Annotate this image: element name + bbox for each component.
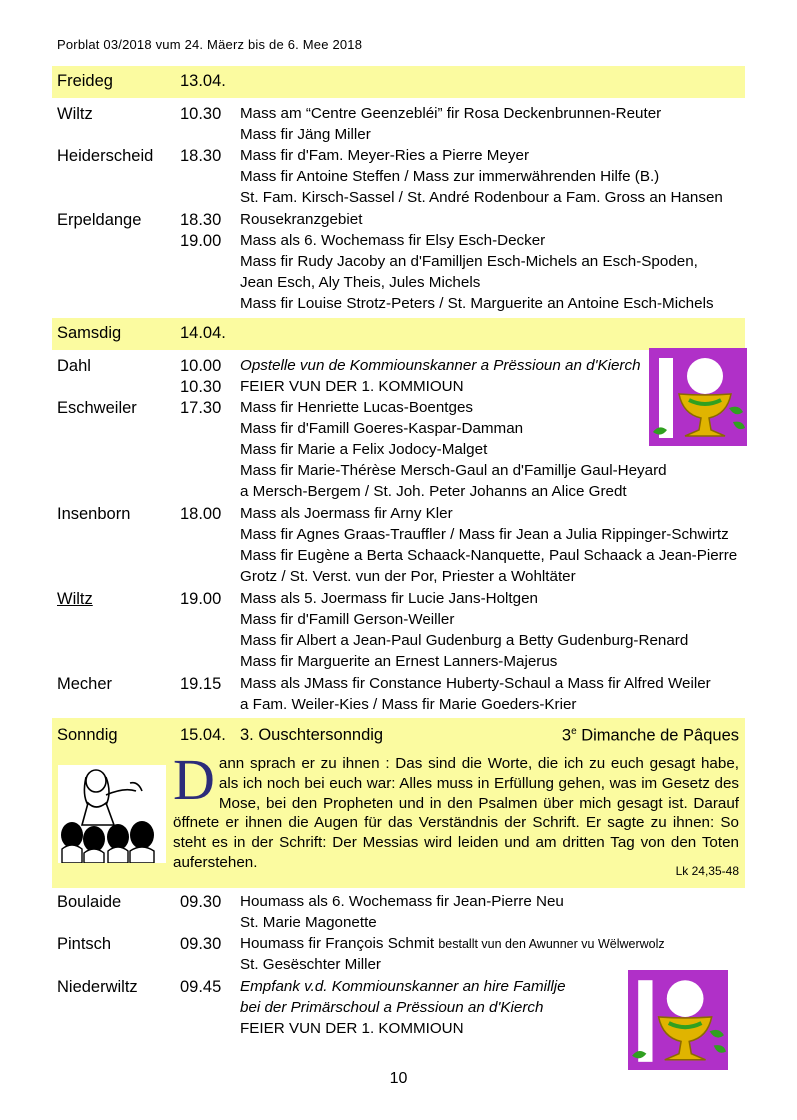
mass-line: FEIER VUN DER 1. KOMMIOUN <box>240 1020 464 1037</box>
mass-line: Jean Esch, Aly Theis, Jules Michels <box>240 274 481 291</box>
mass-line: Mass fir Marguerite an Ernest Lanners-Majerus <box>240 653 558 670</box>
dropcap: D <box>173 747 215 812</box>
place-wiltz: Wiltz <box>57 590 93 608</box>
mass-time: 19.00 <box>180 590 222 608</box>
place-boulaide: Boulaide <box>57 893 122 911</box>
mass-line: bei der Primärschoul a Prëssioun an d'Kierch <box>240 999 544 1016</box>
day-date: 13.04. <box>180 72 226 90</box>
mass-line: Houmass als 6. Wochemass fir Jean-Pierre Neu <box>240 893 564 910</box>
mass-line: Mass fir Agnes Graas-Trauffler / Mass fir Jean a Julia Rippinger-Schwirtz <box>240 526 729 543</box>
gospel-reference: Lk 24,35-48 <box>675 864 739 878</box>
mass-line: St. Fam. Kirsch-Sassel / St. André Rodenbour a Fam. Gross an Hansen <box>240 189 723 206</box>
place-niederwiltz: Niederwiltz <box>57 978 138 996</box>
mass-line: Mass fir d'Famill Goeres-Kaspar-Damman <box>240 420 524 437</box>
mass-line: Mass fir Rudy Jacoby an d'Familljen Esch-Michels an Esch-Spoden, <box>240 253 698 270</box>
sunday-title-fr: 3e Dimanche de Pâques <box>561 726 739 745</box>
mass-line: Mass als 6. Wochemass fir Elsy Esch-Decker <box>240 232 546 249</box>
place-pintsch: Pintsch <box>57 935 112 953</box>
mass-time: 09.30 <box>180 893 222 911</box>
mass-line: Opstelle vun de Kommiounskanner a Prëssioun an d'Kierch <box>240 357 641 374</box>
mass-time: 10.30 <box>180 105 222 123</box>
mass-time: 18.00 <box>180 505 222 523</box>
mass-time: 10.00 <box>180 357 222 375</box>
mass-time: 18.30 <box>180 211 222 229</box>
place-wiltz: Wiltz <box>57 105 93 123</box>
day-name: Freideg <box>57 72 113 90</box>
day-bar-saturday <box>52 318 745 350</box>
place-insenborn: Insenborn <box>57 505 131 523</box>
mass-line: Mass fir d'Famill Gerson-Weiller <box>240 611 455 628</box>
mass-time: 18.30 <box>180 147 222 165</box>
page-header: Porblat 03/2018 vum 24. Mäerz bis de 6. Mee 2018 <box>57 37 363 52</box>
mass-line: Mass fir Antoine Steffen / Mass zur immerwährenden Hilfe (B.) <box>240 168 660 185</box>
mass-line: Mass fir Albert a Jean-Paul Gudenburg a Betty Gudenburg-Renard <box>240 632 689 649</box>
mass-time: 10.30 <box>180 378 222 396</box>
mass-time: 17.30 <box>180 399 222 417</box>
mass-line: Mass als Joermass fir Arny Kler <box>240 505 453 522</box>
mass-line: a Mersch-Bergem / St. Joh. Peter Johanns an Alice Gredt <box>240 483 627 500</box>
sunday-title: 3. Ouschtersonndig <box>240 726 384 744</box>
mass-line: Mass fir Eugène a Berta Schaack-Nanquette, Paul Schaack a Jean-Pierre <box>240 547 738 564</box>
mass-line: Mass fir Louise Strotz-Peters / St. Marguerite an Antoine Esch-Michels <box>240 295 714 312</box>
mass-line: Grotz / St. Verst. vun der Por, Priester a Wohltäter <box>240 568 576 585</box>
mass-line: Houmass fir François Schmit bestallt vun den Awunner vu Wëlwerwolz <box>240 935 665 952</box>
mass-line: Mass fir d'Fam. Meyer-Ries a Pierre Meyer <box>240 147 529 164</box>
mass-line: Mass fir Marie-Thérèse Mersch-Gaul an d'Famillje Gaul-Heyard <box>240 462 667 479</box>
mass-time: 19.15 <box>180 675 222 693</box>
page-number: 10 <box>389 1070 408 1087</box>
mass-line: Mass als JMass fir Constance Huberty-Schaul a Mass fir Alfred Weiler <box>240 675 711 692</box>
mass-line: Mass fir Jäng Miller <box>240 126 371 143</box>
chalice-host-icon <box>649 348 747 446</box>
mass-line: a Fam. Weiler-Kies / Mass fir Marie Goeders-Krier <box>240 696 577 713</box>
mass-line: Mass fir Marie a Felix Jodocy-Malget <box>240 441 488 458</box>
gospel-text: Dann sprach er zu ihnen : Das sind die Worte, die ich zu euch gesagt habe, als ich noch bei euch war: Alles muss in Erfüllung gehen, was im Gesetz des Mose, bei den Propheten und in den Psalmen über mich gesagt ist. Darauf öffnete er ihnen die Augen für das Verständnis der Schrift. Er sagte zu ihnen: So steht es in der Schrift: Der Messias wird leiden und am dritten Tag von den Toten auferstehen. <box>173 747 739 871</box>
place-mecher: Mecher <box>57 675 113 693</box>
place-erpeldange: Erpeldange <box>57 211 142 229</box>
place-dahl: Dahl <box>57 357 91 375</box>
mass-line: Mass als 5. Joermass fir Lucie Jans-Holtgen <box>240 590 538 607</box>
day-name: Sonndig <box>57 726 118 744</box>
mass-line: Mass fir Henriette Lucas-Boentges <box>240 399 473 416</box>
mass-line: Empfank v.d. Kommiounskanner an hire Famillje <box>240 978 566 995</box>
mass-time: 19.00 <box>180 232 222 250</box>
mass-time: 09.45 <box>180 978 222 996</box>
place-eschweiler: Eschweiler <box>57 399 137 417</box>
mass-line: St. Marie Magonette <box>240 914 377 931</box>
day-name: Samsdig <box>57 324 122 342</box>
disciples-drawing-icon <box>58 765 166 863</box>
mass-time: 09.30 <box>180 935 222 953</box>
place-heiderscheid: Heiderscheid <box>57 147 154 165</box>
mass-line: FEIER VUN DER 1. KOMMIOUN <box>240 378 464 395</box>
day-date: 15.04. <box>180 726 226 744</box>
mass-line: St. Gesëschter Miller <box>240 956 381 973</box>
day-bar-friday <box>52 66 745 98</box>
mass-line: Rousekranzgebiet <box>240 211 363 228</box>
mass-line: Mass am “Centre Geenzebléi” fir Rosa Deckenbrunnen-Reuter <box>240 105 662 122</box>
day-date: 14.04. <box>180 324 226 342</box>
chalice-host-icon <box>624 970 732 1070</box>
